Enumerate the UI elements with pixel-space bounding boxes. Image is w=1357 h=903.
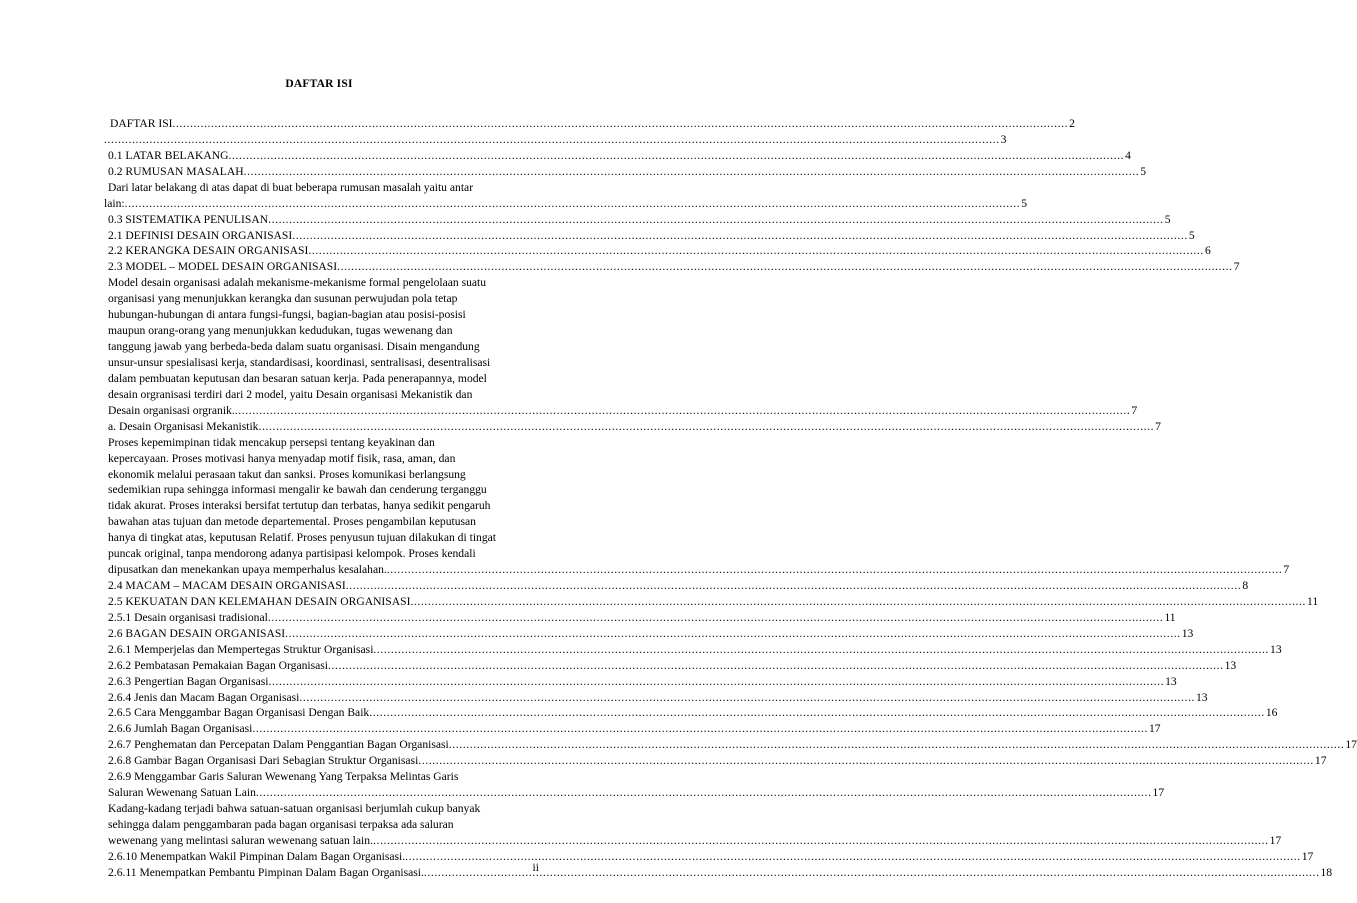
toc-entry[interactable] [108,705,1278,721]
dot-leader [410,594,1306,610]
toc-text-line: organisasi yang menunjukkan kerangka dan susunan perwujudan pola tetap [108,292,458,306]
toc-entry-label: 2.3 MODEL – MODEL DESAIN ORGANISASI [108,260,338,274]
toc-text-line: tidak akurat. Proses interaksi bersifat tertutup dan terbatas, hanya sedikit pengaruh [108,499,491,513]
toc-entry-page: 13 [1181,626,1194,640]
toc-entry[interactable] [108,578,1249,594]
toc-entry-page: 7 [1283,563,1290,576]
toc-text-line: sehingga dalam penggambaran pada bagan organisasi terpaksa ada saluran [108,817,454,831]
toc-entry-page: 17 [1152,786,1165,800]
toc-entry-page: 13 [1224,658,1237,672]
toc-text-line: sedemikian rupa sehingga informasi mengalir ke bawah dan cenderung terganggu [108,483,487,497]
toc-entry-label: 2.1 DEFINISI DESAIN ORGANISASI [108,228,293,242]
toc-text-line: hubungan-hubungan di antara fungsi-fungsi, bagian-bagian atau posisi-posisi [108,308,466,322]
toc-text-line: Model desain organisasi adalah mekanisme-mekanisme formal pengelolaan suatu [108,276,487,290]
toc-entry[interactable] [108,865,1333,881]
toc-entry[interactable] [108,849,1314,865]
dot-leader [173,116,1069,132]
toc-entry-page: 6 [1204,244,1211,258]
toc-entry-label: 2.6.10 Menempatkan Wakil Pimpinan Dalam Bagan Organisasi. [108,849,406,863]
dot-leader [285,626,1181,642]
toc-text-line: Proses kepemimpinan tidak mencakup persepsi tentang keyakinan dan [108,435,435,449]
toc-entry-label: Desain organisasi orgranik. [108,403,235,417]
toc-entry[interactable] [108,690,1208,706]
toc-entry-page: 5 [1164,212,1171,226]
dot-leader [268,212,1164,228]
dot-leader [373,642,1269,658]
toc-text-line: unsur-unsur spesialisasi kerja, standardisasi, koordinasi, sentralisasi, desentralisasi [108,355,491,369]
toc-entry[interactable] [108,721,1161,737]
toc-entry[interactable] [108,785,1165,801]
toc-entry-label: dipusatkan dan menekankan upaya memperhalus kesalahan. [108,563,387,576]
dot-leader [405,849,1301,865]
page-number: ii [532,861,539,874]
dot-leader [252,721,1148,737]
toc-entry-page: 8 [1242,579,1249,592]
toc-entry-label: 0.2 RUMUSAN MASALAH [108,164,244,178]
toc-text-line: ekonomik melalui perasaan takut dan sanksi. Proses komunikasi berlangsung [108,467,466,481]
toc-entry[interactable] [104,196,1028,212]
dot-leader [369,705,1265,721]
toc-entry[interactable] [108,243,1211,259]
toc-entry-label: 2.6.5 Cara Menggambar Bagan Organisasi Dengan Baik [108,706,370,720]
toc-entry-label: 2.6 BAGAN DESAIN ORGANISASI [108,626,286,640]
toc-entry-page: 5 [1021,196,1028,210]
toc-entry-label: Saluran Wewenang Satuan Lain [108,786,256,800]
toc-entry-label: 2.5.1 Desain organisasi tradisional [108,610,268,624]
dot-leader [228,148,1124,164]
toc-entry-label: wewenang yang melintasi saluran wewenang satuan lain. [108,833,373,847]
dot-leader [104,132,1000,148]
toc-entry-page: 16 [1265,706,1278,720]
toc-text-line: desain orgranisasi terdiri dari 2 model, yaitu Desain organisasi Mekanistik dan [108,387,473,401]
toc-entry-page: 3 [1000,132,1007,146]
dot-leader [125,196,1021,212]
toc-entry-label: 2.2 KERANGKA DESAIN ORGANISASI [108,244,309,258]
dot-leader [418,753,1314,769]
toc-text-line: hanya di tingkat atas, keputusan Relatif. Proses penyusun tujuan dilakukan di tingat [108,531,496,545]
toc-entry[interactable] [108,610,1176,626]
toc-entry-page: 17 [1269,833,1282,847]
toc-entry[interactable] [108,833,1282,849]
toc-text-line: dalam pembuatan keputusan dan besaran satuan kerja. Pada penerapannya, model [108,371,487,385]
dot-leader [299,690,1195,706]
toc-entry-page: 13 [1270,642,1282,656]
toc-text-line: tanggung jawab yang berbeda-beda dalam suatu organisasi. Disain mengandung [108,340,480,353]
toc-entry-label: 2.5 KEKUATAN DAN KELEMAHAN DESAIN ORGANISASI [108,594,411,608]
dot-leader [328,658,1224,674]
toc-entry-page: 7 [1233,260,1240,274]
toc-entry-label: 2.6.6 Jumlah Bagan Organisasi [108,722,253,736]
toc-entry-page: 2 [1069,117,1075,130]
toc-entry-page: 7 [1155,419,1161,433]
toc-entry[interactable] [108,419,1161,435]
toc-text-line: bawahan atas tujuan dan metode departemental. Proses pengambilan keputusan [108,515,476,529]
dot-leader [337,259,1233,275]
toc-text-line: puncak original, tanpa mendorong adanya partisipasi kelompok. Proses kendali [108,547,476,561]
dot-leader [244,164,1140,180]
toc-entry[interactable] [110,116,1075,132]
toc-entry-label: 0.1 LATAR BELAKANG [108,148,229,162]
toc-entry-label: 2.6.11 Menempatkan Pembantu Pimpinan Dalam Bagan Organisasi. [108,865,424,879]
toc-entry-label: 2.6.1 Memperjelas dan Mempertegas Struktur Organisasi [108,642,374,656]
toc-entry-page: 11 [1307,594,1319,608]
dot-leader [308,243,1204,259]
toc-text-line: Dari latar belakang di atas dapat di buat beberapa rumusan masalah yaitu antar [108,180,474,194]
dot-leader [258,419,1154,435]
toc-entry[interactable] [108,228,1195,244]
toc-entry[interactable] [108,753,1327,769]
toc-entry-page: 17 [1301,849,1314,863]
toc-entry-label: 2.6.7 Penghematan dan Percepatan Dalam Penggantian Bagan Organisasi [108,738,449,752]
toc-entry-page: 13 [1195,690,1208,704]
dot-leader [292,228,1188,244]
dot-leader [387,562,1283,578]
toc-entry-page: 5 [1140,164,1147,178]
toc-entry[interactable] [108,148,1131,164]
toc-entry[interactable] [108,403,1138,419]
toc-entry-label: 2.4 MACAM – MACAM DESAIN ORGANISASI [108,579,346,592]
toc-entry[interactable] [108,642,1282,658]
toc-entry-page: 17 [1314,754,1327,768]
dot-leader [268,610,1164,626]
toc-entry[interactable] [108,594,1319,610]
dot-leader [373,833,1269,849]
toc-entry[interactable] [108,626,1194,642]
toc-entry-page: 13 [1165,674,1177,688]
toc-entry[interactable] [108,658,1237,674]
toc-entry-page: 7 [1131,403,1138,417]
dot-leader [449,737,1345,753]
toc-entry[interactable] [108,212,1171,228]
toc-entry-page: 5 [1188,228,1195,242]
toc-text-line: maupun orang-orang yang menunjukkan kedudukan, tugas wewenang dan [108,324,453,338]
toc-entry-label: 2.6.2 Pembatasan Pemakaian Bagan Organisasi [108,658,329,672]
toc-entry-page: 17 [1148,722,1161,736]
dot-leader [235,403,1131,419]
toc-entry-label: 2.6.4 Jenis dan Macam Bagan Organisasi [108,690,300,704]
toc-entry[interactable] [108,164,1147,180]
toc-entry[interactable] [104,132,1007,148]
toc-entry-label: 2.6.8 Gambar Bagan Organisasi Dari Sebagian Struktur Organisasi [108,754,419,768]
toc-entry[interactable] [108,737,1357,753]
toc-text-line: kepercayaan. Proses motivasi hanya menyadap motif fisik, rasa, aman, dan [108,451,456,465]
toc-text-line: Kadang-kadang terjadi bahwa satuan-satuan organisasi berjumlah cukup banyak [108,802,481,815]
toc-entry[interactable] [108,674,1177,690]
toc-entry-page: 18 [1320,865,1333,879]
dot-leader [424,865,1320,881]
toc-entry[interactable] [108,259,1240,275]
toc-entry-label: DAFTAR ISI [110,117,173,130]
toc-entry-page: 11 [1164,610,1176,624]
dot-leader [268,674,1164,690]
toc-entry-label: lain: [104,196,125,210]
toc-entry-page: 4 [1125,148,1131,162]
dot-leader [256,785,1152,801]
toc-entry-label: 2.6.3 Pengertian Bagan Organisasi [108,674,269,688]
page-title: DAFTAR ISI [285,78,353,90]
toc-entry-label: a. Desain Organisasi Mekanistik [108,419,259,433]
toc-entry-label: 0.3 SISTEMATIKA PENULISAN [108,212,269,226]
toc-entry[interactable] [108,562,1290,578]
toc-text-line: 2.6.9 Menggambar Garis Saluran Wewenang Yang Terpaksa Melintas Garis [108,770,459,784]
dot-leader [346,578,1242,594]
toc-entry-page: 17 [1345,738,1357,752]
